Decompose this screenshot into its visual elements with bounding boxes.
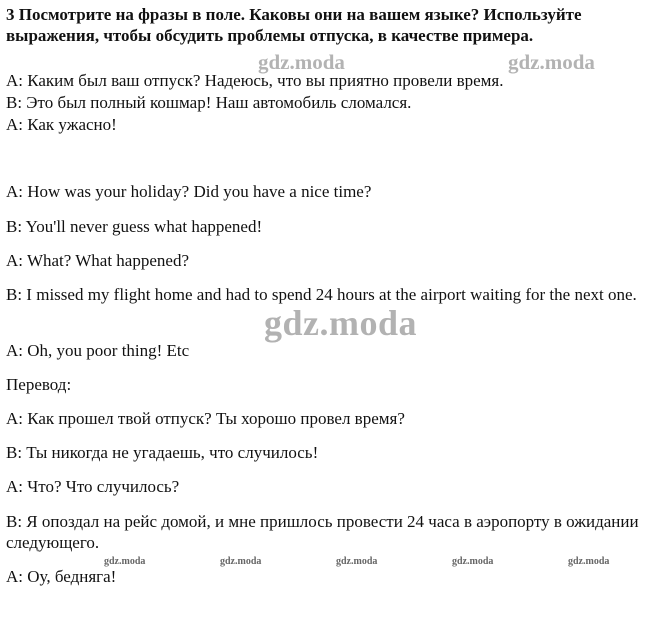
- english-line-4: B: I missed my flight home and had to spend 24 hours at the airport waiting for the next one.: [6, 285, 637, 304]
- english-line-2: B: You'll never guess what happened!: [6, 217, 263, 236]
- watermark-bottom-2: gdz.moda: [220, 556, 262, 567]
- watermark-bottom-3: gdz.moda: [336, 556, 378, 567]
- english-line-1: A: How was your holiday? Did you have a nice time?: [6, 182, 372, 201]
- english-line-5: A: Oh, you poor thing! Etc: [6, 341, 190, 360]
- watermark-bottom-4: gdz.moda: [452, 556, 494, 567]
- russian-example-line-1: A: Каким был ваш отпуск? Надеюсь, что вы приятно провели время.: [6, 71, 504, 90]
- watermark-center: gdz.moda: [264, 303, 418, 343]
- translation-line-1: A: Как прошел твой отпуск? Ты хорошо провел время?: [6, 409, 405, 428]
- russian-example-line-2: B: Это был полный кошмар! Наш автомобиль сломался.: [6, 93, 412, 112]
- translation-line-3: A: Что? Что случилось?: [6, 477, 180, 496]
- russian-example-line-3: A: Как ужасно!: [6, 115, 117, 134]
- task-heading: 3 Посмотрите на фразы в поле. Каковы они на вашем языке? Используйте выражения, чтобы обсудить проблемы отпуска, в качестве примера.: [6, 5, 582, 45]
- translation-line-2: B: Ты никогда не угадаешь, что случилось!: [6, 443, 319, 462]
- watermark-top-left: gdz.moda: [258, 50, 345, 74]
- watermark-top-right: gdz.moda: [508, 50, 595, 74]
- translation-label: Перевод:: [6, 375, 72, 394]
- translation-line-4: B: Я опоздал на рейс домой, и мне пришлось провести 24 часа в аэропорту в ожидании следующего.: [6, 512, 639, 552]
- english-line-3: A: What? What happened?: [6, 251, 189, 270]
- watermark-bottom-5: gdz.moda: [568, 556, 610, 567]
- watermark-bottom-1: gdz.moda: [104, 556, 146, 567]
- translation-line-5: A: Оу, бедняга!: [6, 567, 117, 586]
